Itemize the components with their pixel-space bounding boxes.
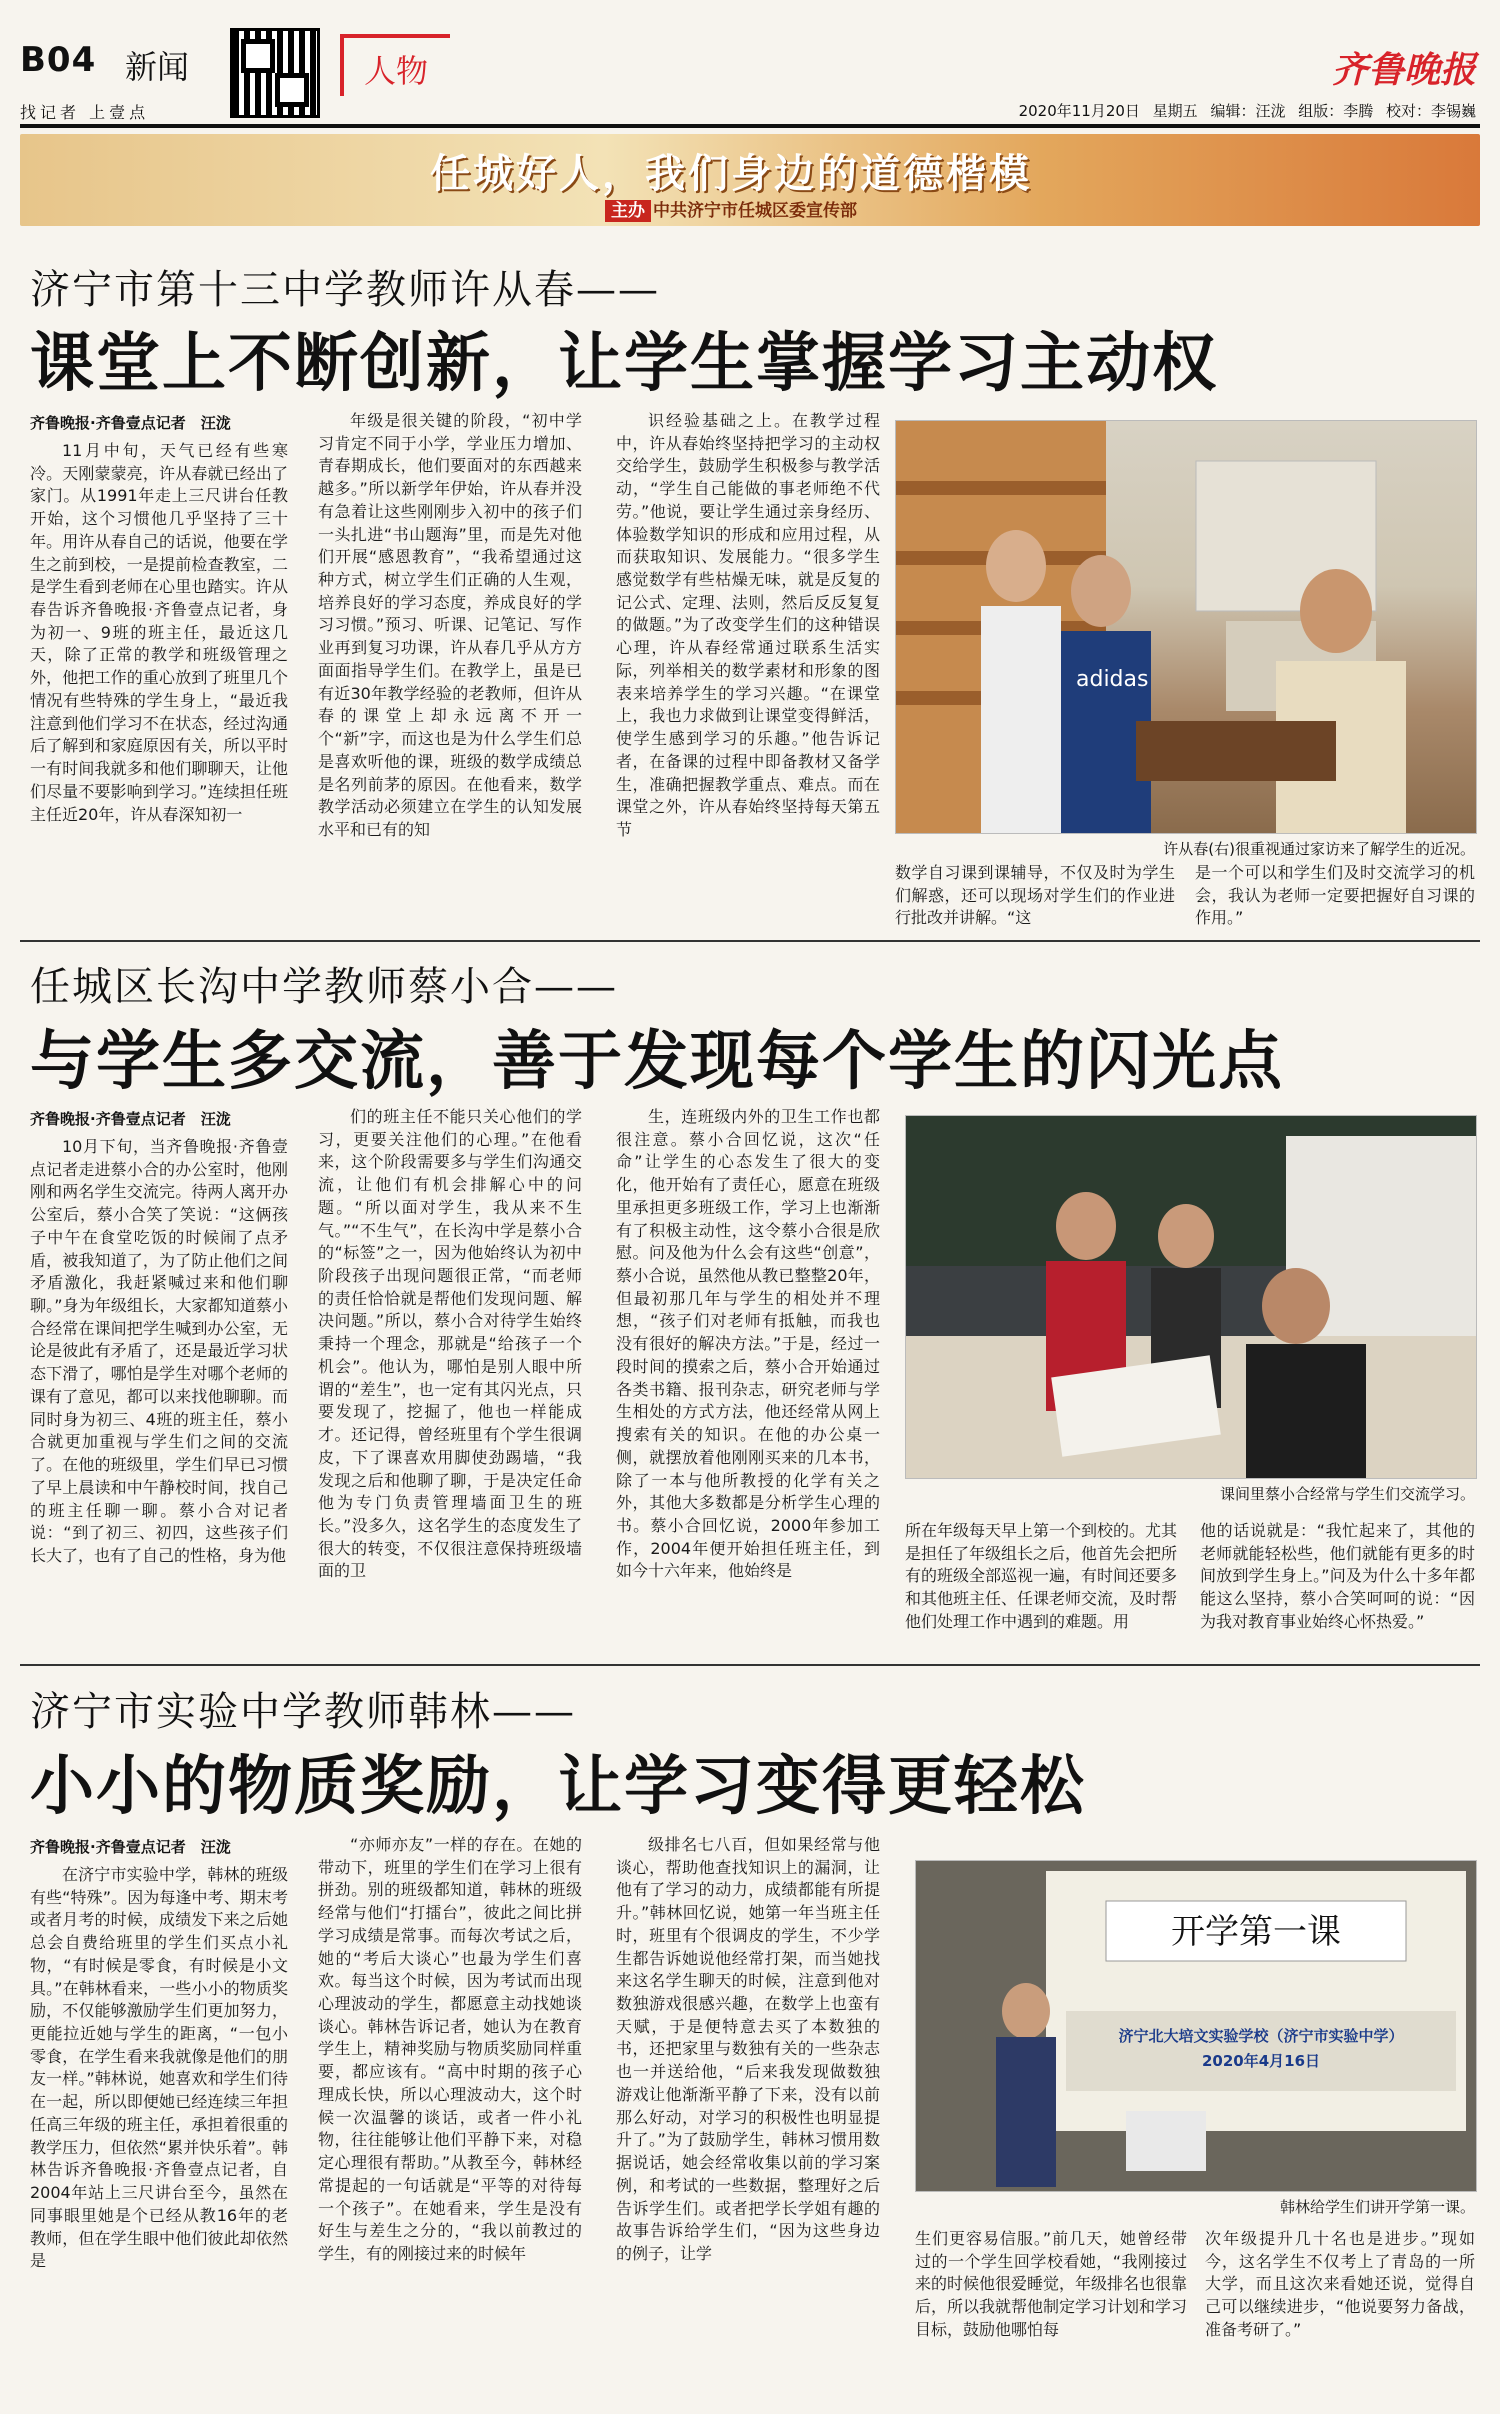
article1-col3: 识经验基础之上。在教学过程中，许从春始终坚持把学习的主动权交给学生，鼓励学生积极参与教学活动，“学生自己能做的事老师绝不代劳。”他说，要让学生通过亲身经历、体验数学知识的形成和应用过程，从而获取知识、发展能力。“很多学生感觉数学有些枯燥无味，就是反复的记公式、定理、法则，然后反反复复的做题。”为了改变学生们的这种错误心理，许从春经常通过联系生活实际，列举相关的数学素材和形象的图表来培养学生的学习兴趣。“在课堂上，我也力求做到让课堂变得鲜活，使学生感到学习的乐趣。”他告诉记者，在备课的过程中即备教材又备学生，准确把握教学重点、难点。而在课堂之外，许从春始终坚持每天第五节 bbox=[616, 411, 880, 839]
article1-caption: 许从春(右)很重视通过家访来了解学生的近况。 bbox=[1163, 840, 1475, 858]
article2-col2: 们的班主任不能只关心他们的学习，更要关注他们的心理。”在他看来，这个阶段需要多与学生们沟通交流，让他们有机会排解心中的问题。“所以面对学生，我从来不生气。”“不生气”，在长沟中学是蔡小合的“标签”之一，因为他始终认为初中阶段孩子出现问题很正常，“而老师的责任恰恰就是帮他们发现问题、解决问题。”所以，蔡小合对待学生始终秉持一个理念，那就是“给孩子一个机会”。他认为，哪怕是别人眼中所谓的“差生”，也一定有其闪光点，只要发现了，挖掘了，他也一样能成才。还记得，曾经班里有个学生很调皮，下了课喜欢用脚使劲踢墙，“我发现之后和他聊了聊，于是决定任命他为专门负责管理墙面卫生的班长。”没多久，这名学生的态度发生了很大的转变，不仅很注意保持班级墙面的卫 bbox=[318, 1107, 582, 1581]
article3-col5: 次年级提升几十名也是进步。”现如今，这名学生不仅考上了青岛的一所大学，而且这次来看她还说，觉得自己可以继续进步，“他说要努力备战，准备考研了。” bbox=[1205, 2229, 1475, 2339]
article3-col3: 级排名七八百，但如果经常与他谈心，帮助他查找知识上的漏洞，让他有了学习的动力，成绩都能有所提升。”韩林回忆说，她第一年当班主任时，班里有个很调皮的学生，不少学生都告诉她说他经常打架，而当她找来这名学生聊天的时候，注意到他对数独游戏很感兴趣，在数学上也蛮有天赋，于是便特意去买了本数独的书，还把家里与数独有关的一些杂志也一并送给他，“后来我发现做数独游戏让他渐渐平静了下来，没有以前那么好动，对学习的积极性也明显提升了。”为了鼓励学生，韩林习惯用数据说话，她会经常收集以前的学习案例，和考试的一些数据，整理好之后告诉学生们。或者把学长学姐有趣的故事告诉给学生们，“因为这些身边的例子，让学 bbox=[616, 1835, 880, 2263]
article3-col2: “亦师亦友”一样的存在。在她的带动下，班里的学生们在学习上很有拼劲。别的班级都知道，韩林的班级经常与他们“打擂台”，彼此之间比拼学习成绩是常事。而每次考试之后，她的“考后大谈心”也最为学生们喜欢。每当这个时候，因为考试而出现心理波动的学生，都愿意主动找她谈谈心。韩林告诉记者，她认为在教育学生上，精神奖励与物质奖励同样重要，都应该有。“高中时期的孩子心理成长快，所以心理波动大，这个时候一次温馨的谈话，或者一件小礼物，往往能够让他们平静下来，对稳定心理很有帮助。”从教至今，韩林经常提起的一句话就是“平等的对待每一个孩子”。在她看来，学生是没有好生与差生之分的，“我以前教过的学生，有的刚接过来的时候年 bbox=[318, 1835, 582, 2263]
adidas-shirt-text: adidas bbox=[1076, 667, 1149, 692]
article2-col3: 生，连班级内外的卫生工作也都很注意。蔡小合回忆说，这次“任命”让学生的心态发生了很大的变化，他开始有了责任心，愿意在班级里承担更多班级工作，学习上也渐渐有了积极主动性，这令蔡小合很是欣慰。问及他为什么会有这些“创意”，蔡小合说，虽然他从教已整整20年，但最初那几年与学生的相处并不理想，“孩子们对老师有抵触，而我也没有很好的解决方法。”于是，经过一段时间的摸索之后，蔡小合开始通过各类书籍、报刊杂志，研究老师与学生相处的方式方法，他还经常从网上搜索有关的知识。在他的办公桌一侧，就摆放着他刚刚买来的几本书，除了一本与他所教授的化学有关之外，其他大多数都是分析学生心理的书。蔡小合回忆说，2000年参加工作，2004年便开始担任班主任，到如今十六年来，他始终是 bbox=[616, 1107, 880, 1581]
article3-kicker: 济宁市实验中学教师韩林—— bbox=[30, 1689, 576, 1735]
newspaper-logo: 齐鲁晚报 bbox=[1331, 49, 1476, 91]
banner-title: 任城好人，我们身边的道德楷模 bbox=[430, 151, 1032, 197]
photo-first-lesson bbox=[915, 1860, 1477, 2192]
article3-col1: 在济宁市实验中学，韩林的班级有些“特殊”。因为每逢中考、期末考或者月考的时候，成绩发下来之后她总会自费给班里的学生们买点小礼物，“有时候是零食，有时候是小文具。”在韩林看来，一些小小的物质奖励，不仅能够激励学生们更加努力，更能拉近她与学生的距离，“一包小零食，在学生看来我就像是他们的朋友一样。”韩林说，她喜欢和学生们待在一起，所以即便她已经连续三年担任高三年级的班主任，承担着很重的教学压力，但依然“累并快乐着”。韩林告诉齐鲁晚报·齐鲁壹点记者，自2004年站上三尺讲台至今，虽然在同事眼里她是个已经从教16年的老教师，但在学生眼中他们彼此却依然是 bbox=[30, 1865, 288, 2271]
home-visit-illustration bbox=[896, 421, 1476, 833]
article2-col4: 所在年级每天早上第一个到校的。尤其是担任了年级组长之后，他首先会把所有的班级全部巡视一遍，有时间还要多和其他班主任、任课老师交流，及时帮他们处理工作中遇到的难题。用 bbox=[905, 1521, 1177, 1631]
screen-school: 济宁北大培文实验学校（济宁市实验中学） bbox=[1118, 2027, 1404, 2045]
article2-col5: 他的话说就是：“我忙起来了，其他的老师就能轻松些，他们就能有更多的时间放到学生身上。”问及为什么十多年都能这么坚持，蔡小合笑呵呵的说：“因为我对教育事业始终心怀热爱。” bbox=[1200, 1521, 1475, 1631]
screen-date: 2020年4月16日 bbox=[1201, 2052, 1321, 2070]
sponsor-name: 中共济宁市任城区委宣传部 bbox=[653, 201, 857, 221]
column-tag: 人物 bbox=[340, 34, 450, 96]
article1-byline: 齐鲁晚报·齐鲁壹点记者 汪泷 bbox=[30, 414, 231, 432]
issue-meta: 2020年11月20日 星期五 编辑：汪泷 组版：李腾 校对：李锡巍 bbox=[1018, 102, 1476, 120]
screen-title: 开学第一课 bbox=[1171, 1912, 1341, 1952]
article1-col5: 是一个可以和学生们及时交流学习的机会，我认为老师一定要把握好自习课的作用。” bbox=[1195, 863, 1475, 928]
photo-home-visit bbox=[895, 420, 1477, 834]
article1-col2: 年级是很关键的阶段，“初中学习肯定不同于小学，学业压力增加、青春期成长，他们要面对的东西越来越多。”所以新学年伊始，许从春并没有急着让这些刚刚步入初中的孩子们一头扎进“书山题海”里，而是先对他们开展“感恩教育”，“我希望通过这种方式，树立学生们正确的人生观，培养良好的学习态度，养成良好的学习习惯。”预习、听课、记笔记、写作业再到复习功课，许从春几乎从方方面面指导学生们。在教学上，虽是已有近30年教学经验的老教师，但许从春的课堂上却永远离不开一个“新”字，而这也是为什么学生们总是喜欢听他的课，班级的数学成绩总是名列前茅的原因。在他看来，数学教学活动必须建立在学生的认知发展水平和已有的知 bbox=[318, 411, 582, 839]
article3-byline: 齐鲁晚报·齐鲁壹点记者 汪泷 bbox=[30, 1838, 231, 1856]
article1-headline: 课堂上不断创新，让学生掌握学习主动权 bbox=[30, 327, 1218, 401]
article3-caption: 韩林给学生们讲开学第一课。 bbox=[1279, 2198, 1475, 2216]
sponsor-label: 主办 bbox=[605, 200, 651, 222]
article3-col4: 生们更容易信服。”前几天，她曾经带过的一个学生回学校看她，“我刚接过来的时候他很爱睡觉，年级排名也很靠后，所以我就帮他制定学习计划和学习目标，鼓励他哪怕每 bbox=[915, 2229, 1187, 2339]
section-name: 新闻 bbox=[125, 48, 190, 86]
banner-sponsor bbox=[605, 196, 857, 221]
qr-code-icon[interactable] bbox=[230, 28, 320, 118]
article2-col1: 10月下旬，当齐鲁晚报·齐鲁壹点记者走进蔡小合的办公室时，他刚刚和两名学生交流完。待两人离开办公室后，蔡小合笑了笑说：“这俩孩子中午在食堂吃饭的时候闹了点矛盾，被我知道了，为了防止他们之间矛盾激化，我赶紧喊过来和他们聊聊。”身为年级组长，大家都知道蔡小合经常在课间把学生喊到办公室，无论是彼此有矛盾了，还是最近学习状态下滑了，哪怕是学生对哪个老师的课有了意见，都可以来找他聊聊。而同时身为初三、4班的班主任，蔡小合就更加重视与学生们之间的交流了。在他的班级里，学生们早已习惯了早上晨读和中午静校时间，找自己的班主任聊一聊。蔡小合对记者说：“到了初三、初四，这些孩子们长大了，也有了自己的性格，身为他 bbox=[30, 1137, 288, 1565]
article2-divider bbox=[20, 1664, 1480, 1666]
photo-classroom-exchange bbox=[905, 1115, 1477, 1479]
page-code: B04 bbox=[20, 40, 97, 80]
article1-kicker: 济宁市第十三中学教师许从春—— bbox=[30, 267, 660, 313]
article2-kicker: 任城区长沟中学教师蔡小合—— bbox=[30, 964, 618, 1010]
article1-col1: 11月中旬，天气已经有些寒冷。天刚蒙蒙亮，许从春就已经出了家门。从1991年走上三尺讲台任教开始，这个习惯他几乎坚持了三十年。用许从春自己的话说，他要在学生之前到校，一是提前检查教室，二是学生看到老师在心里也踏实。许从春告诉齐鲁晚报·齐鲁壹点记者，身为初一、9班的班主任，最近这几天，除了正常的教学和班级管理之外，他把工作的重心放到了班里几个情况有些特殊的学生身上，“最近我注意到他们学习不在状态，经过沟通后了解到和家庭原因有关，所以平时一有时间我就多和他们聊聊天，让他们尽量不要影响到学习。”连续担任班主任近20年，许从春深知初一 bbox=[30, 441, 288, 824]
classroom-illustration bbox=[906, 1116, 1476, 1478]
article2-headline: 与学生多交流，善于发现每个学生的闪光点 bbox=[30, 1025, 1284, 1099]
article2-byline: 齐鲁晚报·齐鲁壹点记者 汪泷 bbox=[30, 1110, 231, 1128]
article2-caption: 课间里蔡小合经常与学生们交流学习。 bbox=[1219, 1485, 1475, 1503]
lesson-illustration bbox=[916, 1861, 1476, 2191]
tagline: 找记者 上壹点 bbox=[20, 103, 150, 122]
banner bbox=[20, 134, 1480, 226]
article3-headline: 小小的物质奖励，让学习变得更轻松 bbox=[30, 1750, 1086, 1824]
masthead-rule bbox=[20, 124, 1480, 128]
article1-divider bbox=[20, 940, 1480, 942]
article1-col4: 数学自习课到课辅导，不仅及时为学生们解惑，还可以现场对学生们的作业进行批改并讲解。“这 bbox=[895, 863, 1175, 928]
